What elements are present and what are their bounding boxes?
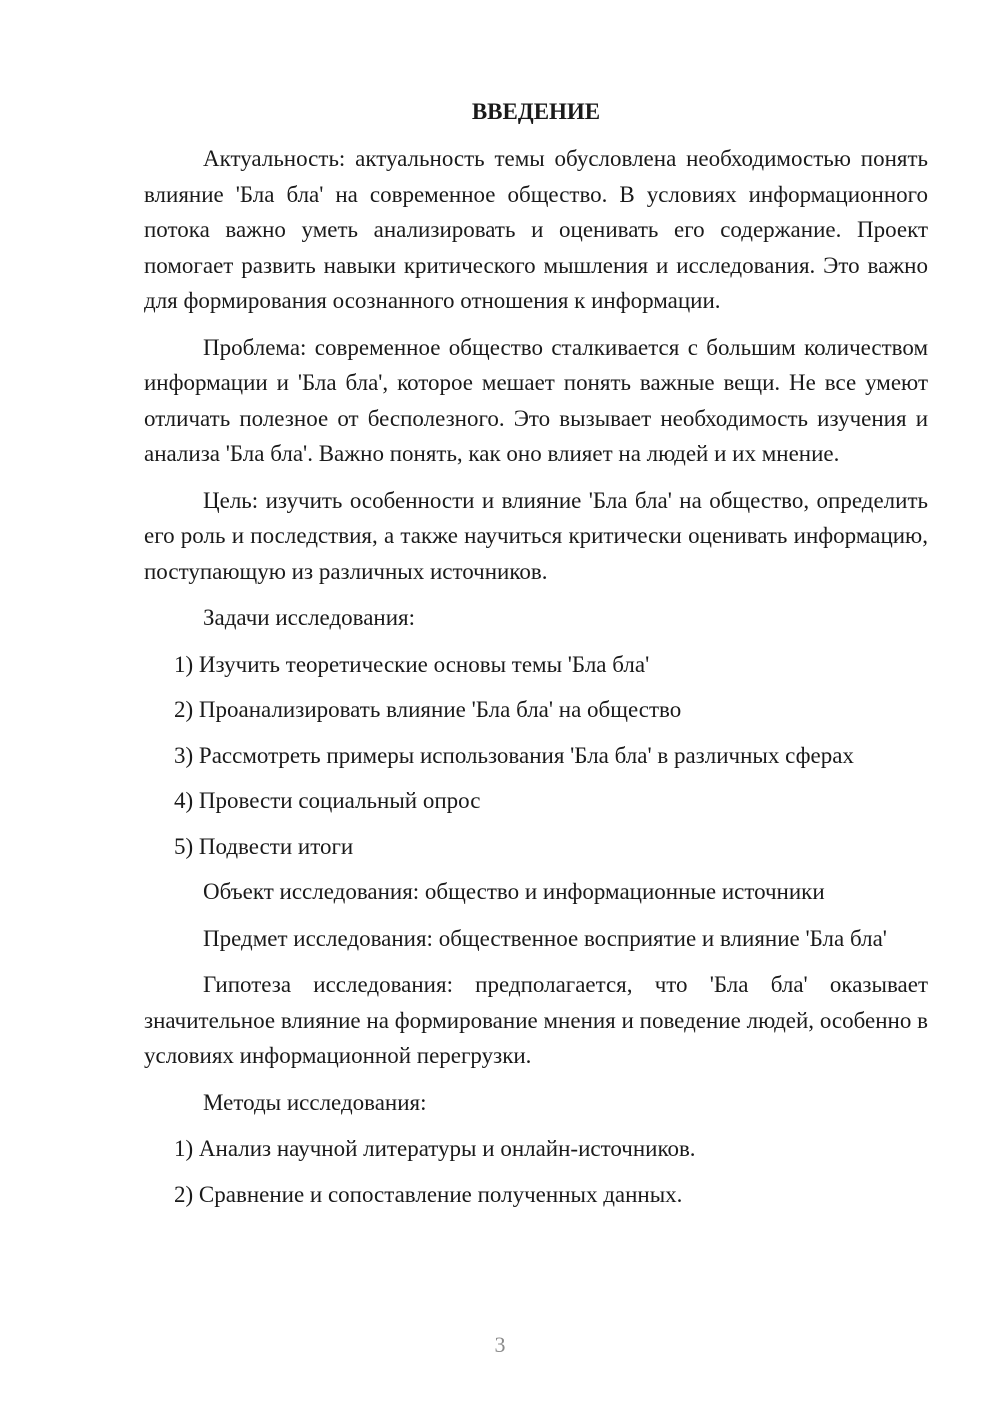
object-paragraph: Объект исследования: общество и информационные источники xyxy=(203,879,825,904)
list-item: 3) Рассмотреть примеры использования 'Бла бла' в различных сферах xyxy=(174,742,854,768)
list-item: 5) Подвести итоги xyxy=(174,833,354,859)
methods-heading: Методы исследования: xyxy=(203,1089,427,1115)
list-item: 1) Изучить теоретические основы темы 'Бла бла' xyxy=(174,651,650,677)
list-item: 1) Анализ научной литературы и онлайн-источников. xyxy=(174,1136,696,1161)
section-heading: ВВЕДЕНИЕ xyxy=(471,99,601,124)
page-content xyxy=(144,94,928,1222)
problem-paragraph: Проблема: современное общество сталкивается с большим количеством информации и 'Бла бла', которое мешает понять важные вещи. Не все умеют отличать полезное от бесполезного. Это вызывает необходимость изучения и анализа 'Бла бла'. Важно понять, как оно влияет на людей и их мнение. xyxy=(144,334,928,466)
list-item: 2) Сравнение и сопоставление полученных данных. xyxy=(174,1181,683,1207)
subject-paragraph: Предмет исследования: общественное восприятие и влияние 'Бла бла' xyxy=(203,925,887,951)
hypothesis-paragraph: Гипотеза исследования: предполагается, что 'Бла бла' оказывает значительное влияние на формирование мнения и поведение людей, особенно в условиях информационной перегрузки. xyxy=(144,972,928,1068)
list-item: 4) Провести социальный опрос xyxy=(174,788,481,813)
relevance-paragraph: Актуальность: актуальность темы обусловлена необходимостью понять влияние 'Бла бла' на современное общество. В условиях информационного потока важно уметь анализировать и оценивать его содержание. Проект помогает развить навыки критического мышления и исследования. Это важно для формирования осознанного отношения к информации. xyxy=(144,146,928,313)
list-item: 2) Проанализировать влияние 'Бла бла' на общество xyxy=(174,697,682,722)
tasks-heading: Задачи исследования: xyxy=(203,605,416,630)
goal-paragraph: Цель: изучить особенности и влияние 'Бла бла' на общество, определить его роль и последствия, а также научиться критически оценивать информацию, поступающую из различных источников. xyxy=(144,487,928,584)
page-number: 3 xyxy=(494,1332,506,1357)
